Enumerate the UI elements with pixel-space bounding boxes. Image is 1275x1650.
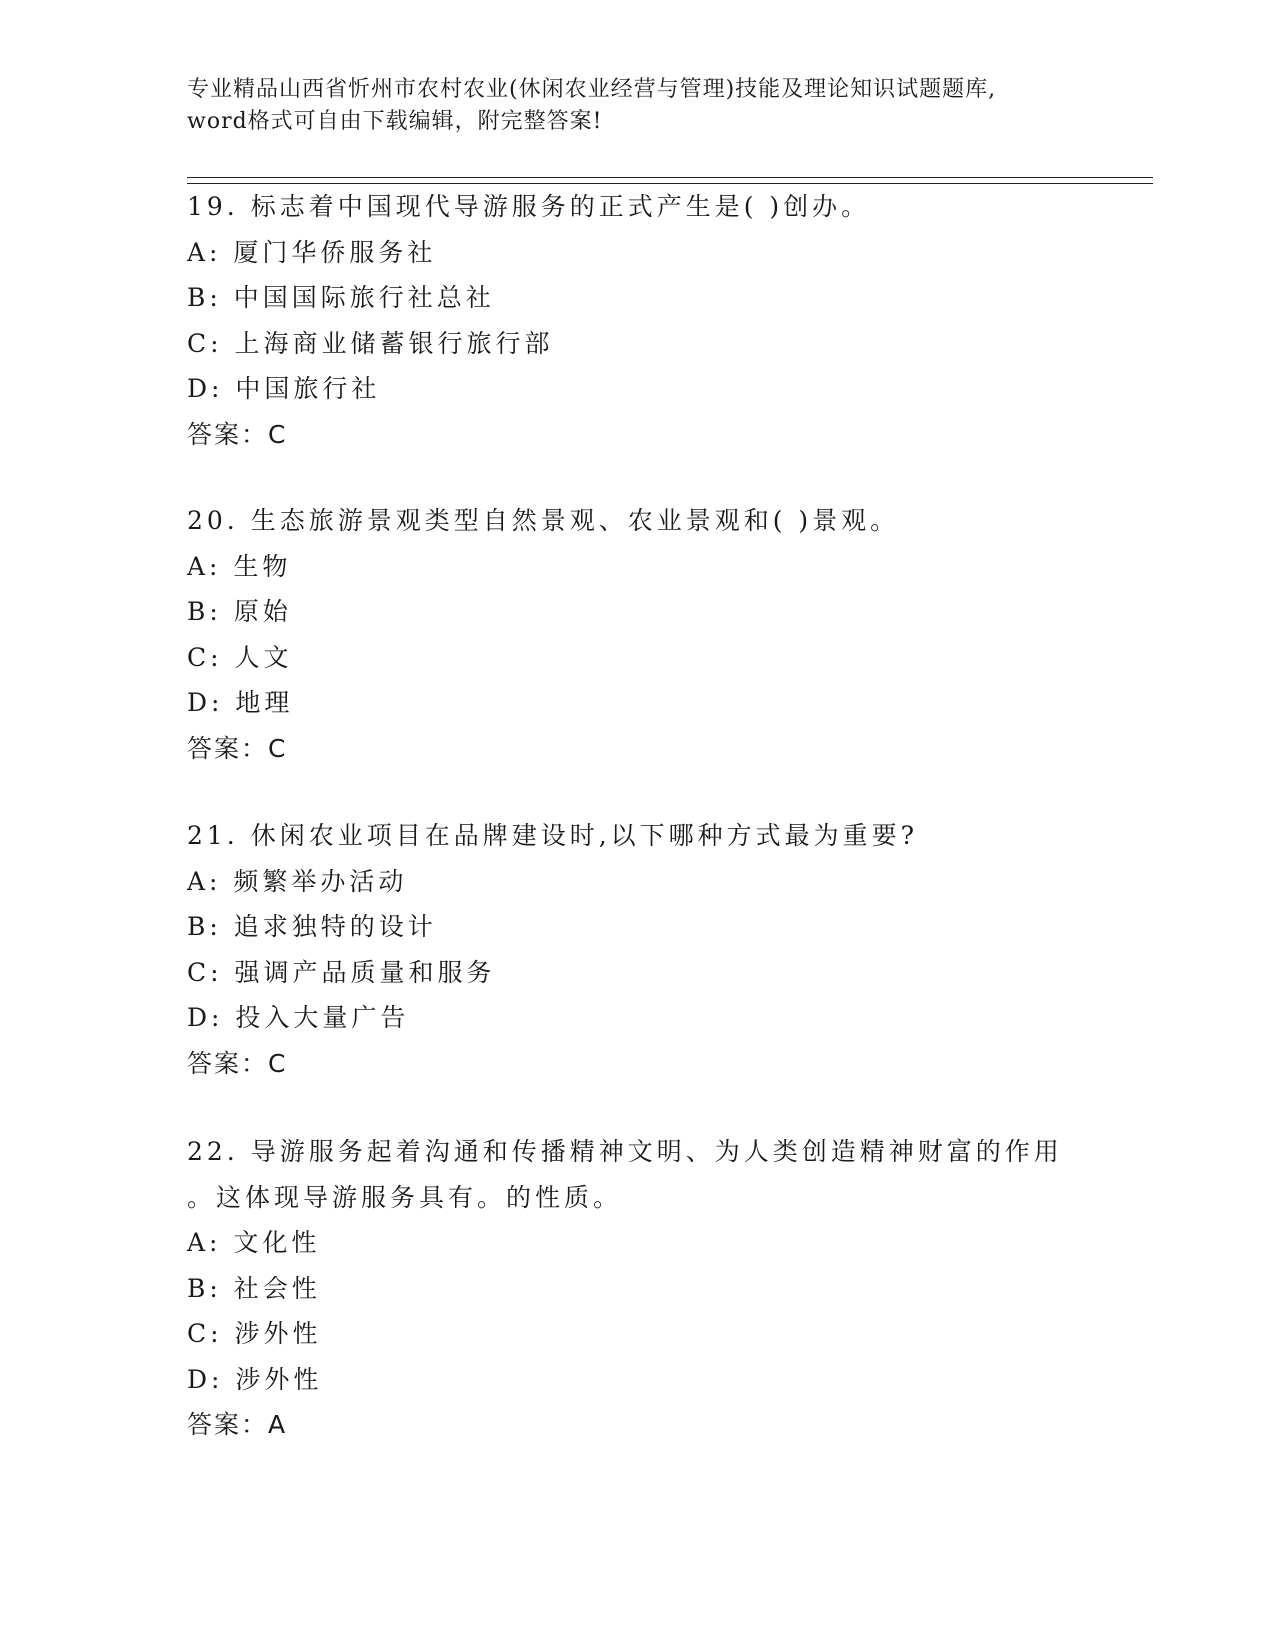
option-a: A: 文化性	[187, 1228, 321, 1257]
option-b: B: 追求独特的设计	[187, 912, 437, 941]
header-line-2: word格式可自由下载编辑，附完整答案!	[187, 109, 603, 134]
option-d: D: 地理	[187, 688, 294, 717]
option-c: C: 上海商业储蓄银行旅行部	[187, 328, 554, 358]
option-b: B: 社会性	[187, 1273, 321, 1303]
option-c: C: 人文	[187, 642, 293, 672]
option-a: A: 频繁举办活动	[187, 866, 408, 896]
answer: 答案：C	[187, 1048, 288, 1078]
question-stem: 19. 标志着中国现代导游服务的正式产生是( )创办。	[187, 192, 871, 221]
option-b: B: 原始	[187, 597, 292, 626]
option-d: D: 涉外性	[187, 1364, 323, 1394]
question-stem: 22. 导游服务起着沟通和传播精神文明、为人类创造精神财富的作用	[187, 1137, 1063, 1166]
question-19	[187, 184, 1107, 457]
option-c: C: 强调产品质量和服务	[187, 957, 496, 987]
answer: 答案：C	[187, 733, 288, 763]
header-line-1: 专业精品山西省忻州市农村农业(休闲农业经营与管理)技能及理论知识试题题库,	[187, 77, 997, 102]
option-d: D: 投入大量广告	[187, 1003, 410, 1032]
option-b: B: 中国国际旅行社总社	[187, 283, 495, 312]
question-stem-continued: 。这体现导游服务具有。的性质。	[187, 1182, 623, 1212]
option-a: A: 生物	[187, 551, 292, 581]
question-stem: 21. 休闲农业项目在品牌建设时,以下哪种方式最为重要?	[187, 821, 919, 850]
answer: 答案：C	[187, 419, 288, 449]
question-stem: 20. 生态旅游景观类型自然景观、农业景观和( )景观。	[187, 506, 900, 535]
document-header	[187, 74, 1087, 138]
option-a: A: 厦门华侨服务社	[187, 237, 437, 267]
option-d: D: 中国旅行社	[187, 374, 381, 403]
question-22	[187, 1129, 1107, 1448]
answer: 答案：A	[187, 1410, 288, 1439]
header-divider-top	[187, 177, 1153, 178]
option-c: C: 涉外性	[187, 1319, 322, 1348]
question-21	[187, 813, 1107, 1086]
question-20	[187, 498, 1107, 771]
